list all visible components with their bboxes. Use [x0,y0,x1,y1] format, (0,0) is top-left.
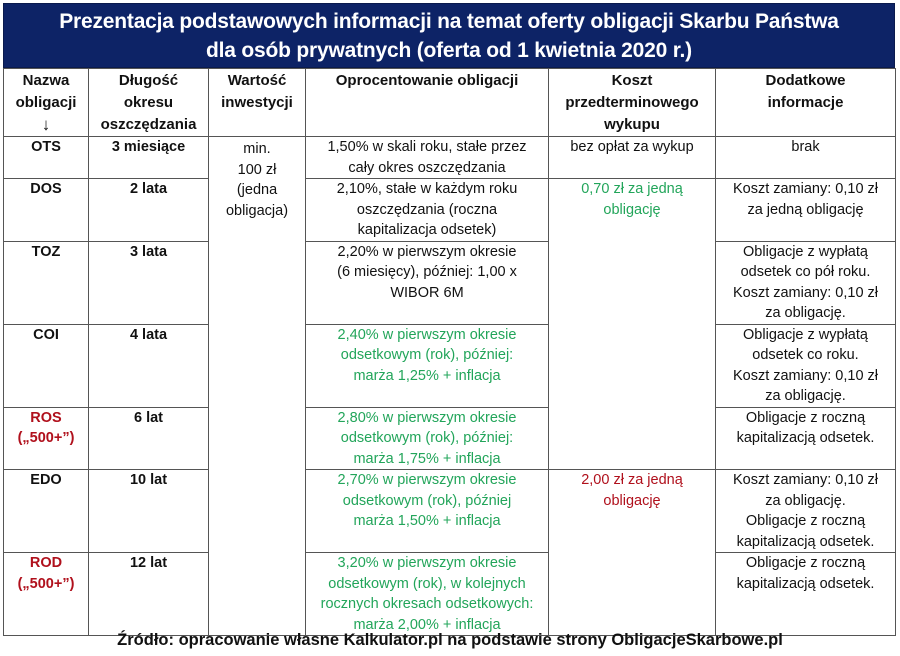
interest-text: (6 miesięcy), później: 1,00 x [337,264,517,280]
additional-text: Obligacje z roczną [745,555,866,571]
interest-text: odsetkowym (rok), później: [340,347,514,363]
interest-text: oszczędzania (roczna [356,201,498,218]
header-additional-info [716,69,896,137]
additional-info [716,407,896,470]
additional-info [716,553,896,636]
bond-code: EDO [30,472,62,488]
investment-text: 100 zł [237,161,277,178]
bond-code: DOS [30,181,62,197]
interest-text: cały okres oszczędzania [348,159,506,176]
additional-text: Obligacje z wypłatą [743,326,868,343]
bond-duration: 10 lat [89,470,209,553]
header-text: Długość [118,72,179,89]
interest-text: odsetkowym (rok), później [342,492,512,509]
table-row-edo [4,470,896,553]
additional-text: Obligacje z wypłatą [743,243,868,260]
interest-text: rocznych okresach odsetkowych: [320,596,534,612]
additional-info [716,470,896,553]
interest-text: odsetkowym (rok), później: [340,430,514,446]
additional-text: brak [791,139,820,155]
bond-tag: („500+”) [17,430,75,446]
additional-text: kapitalizacją odsetek. [736,533,875,550]
additional-text: kapitalizacją odsetek. [736,575,875,592]
redemption-text: bez opłat za wykup [570,139,694,155]
header-early-redemption [549,69,716,137]
interest-text: odsetkowym (rok), w kolejnych [328,575,526,592]
interest-text: 3,20% w pierwszym okresie [337,555,517,571]
bond-name [4,470,89,553]
additional-text: Obligacje z roczną [745,513,866,529]
table-row-ros [4,407,896,470]
title-banner [3,3,895,68]
bonds-table [3,68,896,636]
redemption-text: obligację [603,492,661,509]
header-text: oszczędzania [100,116,197,133]
header-text: obligacji [15,94,77,111]
additional-text: za obligację. [765,388,846,404]
bond-duration: 6 lat [89,407,209,470]
additional-text: odsetek co pół roku. [740,264,871,280]
title-line-2: dla osób prywatnych (oferta od 1 kwietnia 2020 r.) [206,38,692,62]
additional-text: Koszt zamiany: 0,10 zł [732,472,879,488]
bond-code: TOZ [31,243,61,260]
table-row-rod [4,553,896,636]
additional-info [716,324,896,407]
header-text: Wartość [227,72,287,89]
interest-text: 2,80% w pierwszym okresie [337,409,517,426]
table-row-toz [4,241,896,324]
additional-text: za obligację. [765,305,846,321]
header-duration [89,69,209,137]
header-text: inwestycji [221,94,293,111]
redemption-text: 2,00 zł za jedną [581,472,683,488]
bond-tag: („500+”) [17,575,75,592]
header-text: Nazwa [22,72,70,89]
source-note: Źródło: opracowanie własne Kalkulator.pl na podstawie strony ObligacjeSkarbowe.pl [117,631,783,649]
additional-text: Koszt zamiany: 0,10 zł [732,181,879,197]
bond-interest [306,324,549,407]
additional-text: odsetek co roku. [752,347,859,363]
interest-text: 2,40% w pierwszym okresie [337,326,517,343]
bond-name [4,137,89,179]
early-redemption-cost [549,137,716,179]
additional-text: Obligacje z roczną [745,409,866,426]
bond-interest [306,407,549,470]
additional-info [716,137,896,179]
interest-text: 2,70% w pierwszym okresie [337,472,517,488]
bond-duration: 12 lat [89,553,209,636]
bond-name [4,179,89,242]
additional-info [716,179,896,242]
arrow-down-icon: ↓ [41,115,51,134]
bond-interest [306,137,549,179]
bond-code: ROS [30,409,62,426]
early-redemption-cost [549,470,716,636]
bond-code: ROD [29,555,63,571]
additional-text: Koszt zamiany: 0,10 zł [732,367,879,384]
early-redemption-cost [549,179,716,470]
bond-name [4,324,89,407]
bond-name [4,553,89,636]
interest-text: marża 1,50% + inflacja [353,513,501,529]
bond-name [4,241,89,324]
investment-value [209,137,306,636]
interest-text: WIBOR 6M [390,284,464,301]
bond-interest [306,179,549,242]
interest-text: marża 2,00% + inflacja [353,616,501,633]
additional-info [716,241,896,324]
redemption-text: 0,70 zł za jedną [581,181,683,197]
table-row-ots [4,137,896,179]
interest-text: kapitalizacja odsetek) [357,222,497,238]
investment-text: (jedna [236,182,278,198]
bonds-infographic [3,3,895,636]
additional-text: Koszt zamiany: 0,10 zł [732,284,879,301]
interest-text: 2,20% w pierwszym okresie [337,243,517,260]
header-interest [306,69,549,137]
bond-duration: 2 lata [89,179,209,242]
table-header-row [4,69,896,137]
table-row-coi [4,324,896,407]
interest-text: 2,10%, stałe w każdym roku [336,181,518,197]
additional-text: za jedną obligację [747,201,864,218]
header-text: Oprocentowanie obligacji [335,72,519,89]
header-investment [209,69,306,137]
header-text: przedterminowego [565,94,699,111]
bond-duration: 4 lata [89,324,209,407]
table-row-dos [4,179,896,242]
investment-text: obligacja) [225,202,289,219]
bond-interest [306,241,549,324]
bond-duration: 3 lata [89,241,209,324]
bond-name [4,407,89,470]
bond-code: COI [33,326,59,343]
bond-code: OTS [31,139,61,155]
interest-text: marża 1,75% + inflacja [353,450,501,467]
header-text: informacje [767,94,844,111]
header-text: okresu [123,94,174,111]
interest-text: marża 1,25% + inflacja [353,367,501,384]
additional-text: za obligację. [765,492,846,509]
header-text: Dodatkowe [765,72,846,89]
header-bond-name [4,69,89,137]
header-text: wykupu [604,116,660,133]
header-text: Koszt [611,72,653,89]
additional-text: kapitalizacją odsetek. [736,430,875,446]
investment-text: min. [243,141,271,157]
redemption-text: obligację [603,201,661,218]
interest-text: 1,50% w skali roku, stałe przez [327,139,527,155]
title-line-1: Prezentacja podstawowych informacji na temat oferty obligacji Skarbu Państwa [59,9,839,33]
bond-duration: 3 miesiące [89,137,209,179]
bond-interest [306,553,549,636]
bond-interest [306,470,549,553]
